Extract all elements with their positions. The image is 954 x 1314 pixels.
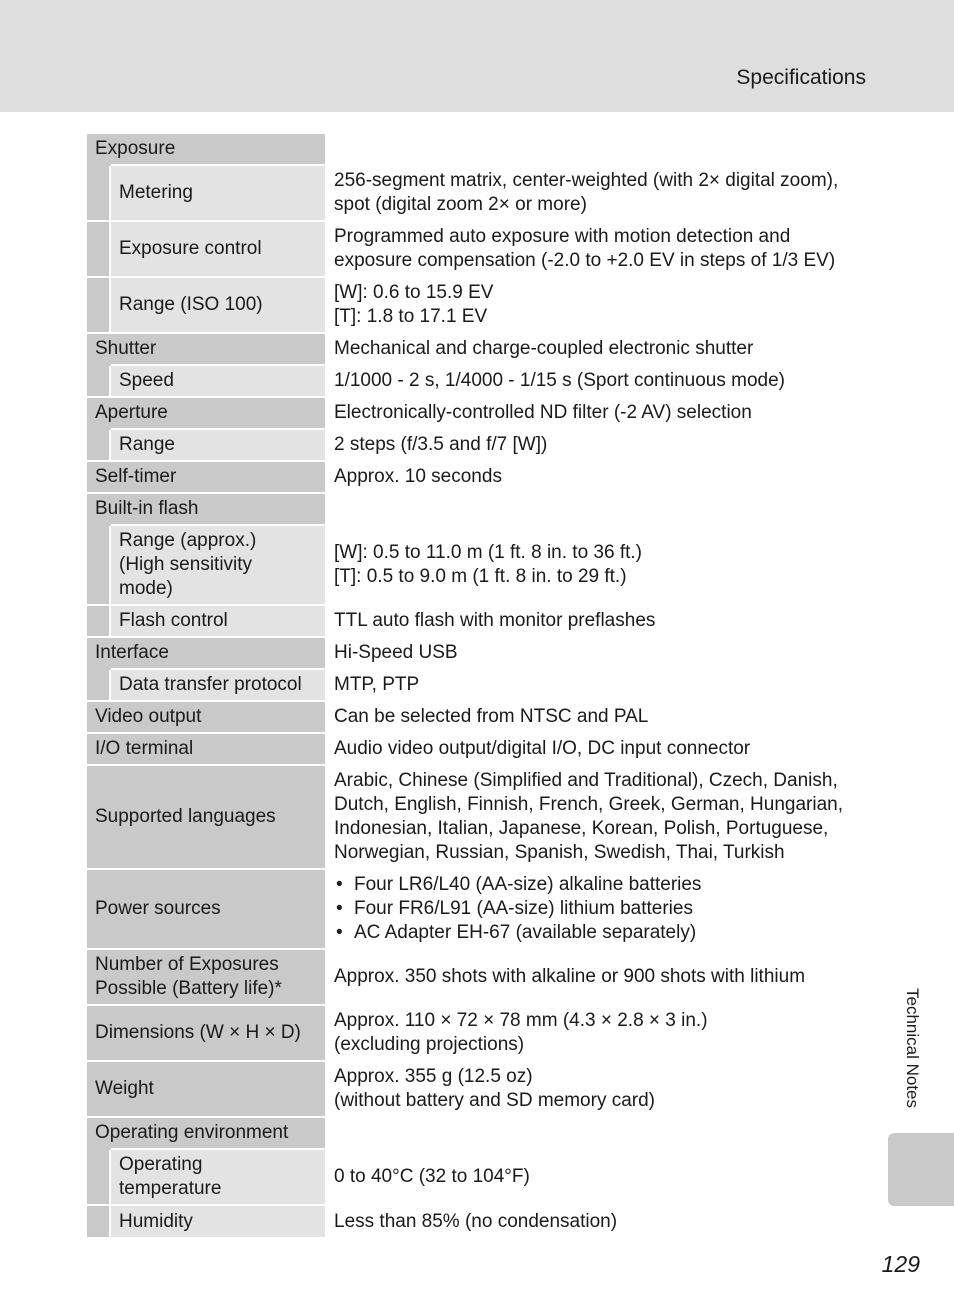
value-line: spot (digital zoom 2× or more) bbox=[334, 194, 587, 215]
bullet-item: • AC Adapter EH-67 (available separately) bbox=[334, 921, 858, 945]
table-row bbox=[87, 701, 867, 733]
value-line: [T]: 1.8 to 17.1 EV bbox=[334, 306, 488, 327]
specifications-table bbox=[87, 132, 867, 1237]
table-row bbox=[87, 1117, 867, 1149]
category-label: I/O terminal bbox=[87, 733, 325, 765]
table-row bbox=[87, 221, 867, 277]
spec-value: 2 steps (f/3.5 and f/7 [W]) bbox=[325, 429, 867, 461]
label-line: Operating bbox=[119, 1154, 203, 1175]
value-line: [W]: 0.6 to 15.9 EV bbox=[334, 282, 494, 303]
table-row bbox=[87, 1149, 867, 1205]
spec-value: Approx. 350 shots with alkaline or 900 shots with lithium bbox=[325, 949, 867, 1005]
spec-value: 0 to 40°C (32 to 104°F) bbox=[325, 1149, 867, 1205]
table-row bbox=[87, 637, 867, 669]
table-row bbox=[87, 461, 867, 493]
subcategory-label: Exposure control bbox=[110, 221, 325, 277]
category-label: Dimensions (W × H × D) bbox=[87, 1005, 325, 1061]
row-indent bbox=[87, 277, 110, 333]
spec-value bbox=[325, 869, 867, 949]
table-row bbox=[87, 429, 867, 461]
bullet-item: • Four LR6/L40 (AA-size) alkaline batteries bbox=[334, 873, 858, 897]
subcategory-label bbox=[110, 525, 325, 605]
table-row bbox=[87, 669, 867, 701]
value-line: Dutch, English, Finnish, French, Greek, German, Hungarian, bbox=[334, 794, 844, 815]
value-line: Norwegian, Russian, Spanish, Swedish, Thai, Turkish bbox=[334, 842, 785, 863]
spec-value bbox=[325, 765, 867, 869]
row-indent bbox=[87, 165, 110, 221]
category-label bbox=[87, 949, 325, 1005]
value-line: (without battery and SD memory card) bbox=[334, 1090, 656, 1111]
value-line: Arabic, Chinese (Simplified and Traditional), Czech, Danish, bbox=[334, 770, 838, 791]
spec-value bbox=[325, 277, 867, 333]
category-label: Interface bbox=[87, 637, 325, 669]
table-row bbox=[87, 1061, 867, 1117]
table-row bbox=[87, 765, 867, 869]
category-label: Self-timer bbox=[87, 461, 325, 493]
table-row bbox=[87, 525, 867, 605]
category-label: Supported languages bbox=[87, 765, 325, 869]
spec-value bbox=[325, 525, 867, 605]
spec-value bbox=[325, 133, 867, 165]
row-indent bbox=[87, 525, 110, 605]
spec-value: Mechanical and charge-coupled electronic shutter bbox=[325, 333, 867, 365]
table-row bbox=[87, 1005, 867, 1061]
value-line: [T]: 0.5 to 9.0 m (1 ft. 8 in. to 29 ft.) bbox=[334, 566, 627, 587]
spec-value: MTP, PTP bbox=[325, 669, 867, 701]
page-number: 129 bbox=[881, 1251, 920, 1277]
table-row bbox=[87, 365, 867, 397]
section-tab-label: Technical Notes bbox=[903, 988, 922, 1109]
subcategory-label: Speed bbox=[110, 365, 325, 397]
category-label: Video output bbox=[87, 701, 325, 733]
table-row bbox=[87, 333, 867, 365]
spec-value: Can be selected from NTSC and PAL bbox=[325, 701, 867, 733]
label-line: mode) bbox=[119, 578, 173, 599]
value-line: 256-segment matrix, center-weighted (with 2× digital zoom), bbox=[334, 170, 839, 191]
table-row bbox=[87, 493, 867, 525]
section-tab-marker bbox=[888, 1133, 954, 1206]
table-row bbox=[87, 733, 867, 765]
value-line: (excluding projections) bbox=[334, 1034, 525, 1055]
row-indent bbox=[87, 1205, 110, 1237]
row-indent bbox=[87, 669, 110, 701]
value-line: Approx. 355 g (12.5 oz) bbox=[334, 1066, 533, 1087]
spec-value bbox=[325, 493, 867, 525]
category-label: Exposure bbox=[87, 133, 325, 165]
row-indent bbox=[87, 605, 110, 637]
spec-value: Hi-Speed USB bbox=[325, 637, 867, 669]
label-line: Range (approx.) bbox=[119, 530, 257, 551]
table-row bbox=[87, 165, 867, 221]
spec-value: Electronically-controlled ND filter (-2 AV) selection bbox=[325, 397, 867, 429]
table-row bbox=[87, 133, 867, 165]
spec-value bbox=[325, 1117, 867, 1149]
spec-value bbox=[325, 1061, 867, 1117]
value-line: exposure compensation (-2.0 to +2.0 EV in steps of 1/3 EV) bbox=[334, 250, 836, 271]
label-line: (High sensitivity bbox=[119, 554, 253, 575]
value-line: Approx. 110 × 72 × 78 mm (4.3 × 2.8 × 3 in.) bbox=[334, 1010, 708, 1031]
category-label: Aperture bbox=[87, 397, 325, 429]
category-label: Weight bbox=[87, 1061, 325, 1117]
spec-value: Approx. 10 seconds bbox=[325, 461, 867, 493]
table-row bbox=[87, 605, 867, 637]
spec-value: TTL auto flash with monitor preflashes bbox=[325, 605, 867, 637]
table-row bbox=[87, 1205, 867, 1237]
value-line: [W]: 0.5 to 11.0 m (1 ft. 8 in. to 36 ft.) bbox=[334, 542, 642, 563]
table-row bbox=[87, 869, 867, 949]
subcategory-label: Range bbox=[110, 429, 325, 461]
bullet-item: • Four FR6/L91 (AA-size) lithium batteries bbox=[334, 897, 858, 921]
label-line: temperature bbox=[119, 1178, 222, 1199]
row-indent bbox=[87, 221, 110, 277]
row-indent bbox=[87, 429, 110, 461]
subcategory-label: Humidity bbox=[110, 1205, 325, 1237]
value-line: Indonesian, Italian, Japanese, Korean, Polish, Portuguese, bbox=[334, 818, 829, 839]
spec-value: 1/1000 - 2 s, 1/4000 - 1/15 s (Sport continuous mode) bbox=[325, 365, 867, 397]
spec-value bbox=[325, 221, 867, 277]
subcategory-label: Flash control bbox=[110, 605, 325, 637]
header-title: Specifications bbox=[736, 66, 866, 89]
table-row bbox=[87, 949, 867, 1005]
subcategory-label: Metering bbox=[110, 165, 325, 221]
table-row bbox=[87, 277, 867, 333]
spec-value bbox=[325, 165, 867, 221]
category-label: Operating environment bbox=[87, 1117, 325, 1149]
spec-value: Less than 85% (no condensation) bbox=[325, 1205, 867, 1237]
category-label: Power sources bbox=[87, 869, 325, 949]
page-header bbox=[0, 0, 954, 112]
label-line: Number of Exposures bbox=[95, 954, 279, 975]
spec-value: Audio video output/digital I/O, DC input connector bbox=[325, 733, 867, 765]
row-indent bbox=[87, 365, 110, 397]
category-label: Shutter bbox=[87, 333, 325, 365]
subcategory-label: Range (ISO 100) bbox=[110, 277, 325, 333]
spec-value bbox=[325, 1005, 867, 1061]
label-line: Possible (Battery life)* bbox=[95, 978, 282, 999]
value-line: Programmed auto exposure with motion detection and bbox=[334, 226, 791, 247]
row-indent bbox=[87, 1149, 110, 1205]
category-label: Built-in flash bbox=[87, 493, 325, 525]
subcategory-label bbox=[110, 1149, 325, 1205]
table-row bbox=[87, 397, 867, 429]
subcategory-label: Data transfer protocol bbox=[110, 669, 325, 701]
